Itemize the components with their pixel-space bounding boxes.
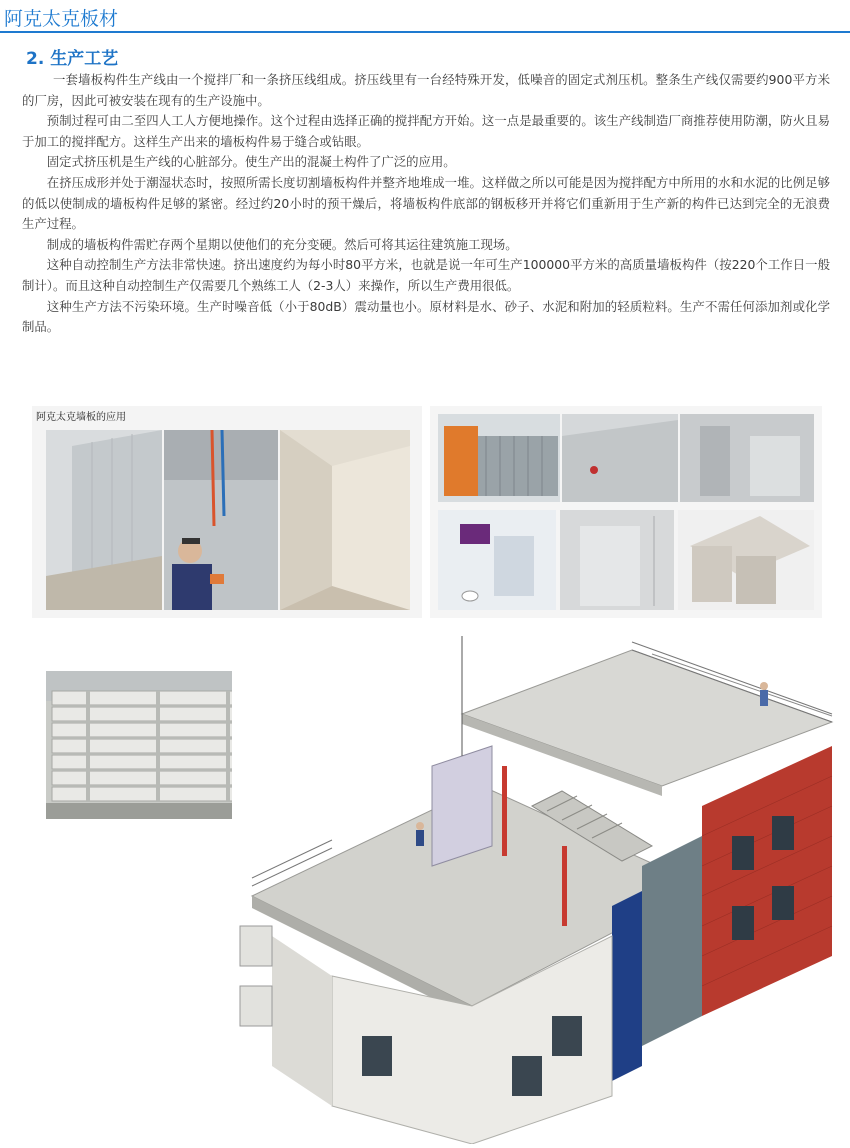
building-cutaway-illustration: [232, 636, 838, 1144]
paragraph: 预制过程可由二至四人工人方便地操作。这个过程由选择正确的搅拌配方开始。这一点是最重要的。该生产线制造厂商推荐使用防潮，防火且易于加工的搅拌配方。这样生产出来的墙板构件易于缝合或钻眼。: [22, 113, 830, 149]
paragraph: 一套墙板构件生产线由一个搅拌厂和一条挤压线组成。挤压线里有一台经特殊开发，低噪音的固定式剂压机。整条生产线仅需要约900平方米的厂房，因此可被安装在现有的生产设施中。: [22, 72, 830, 108]
applications-photo: [32, 406, 422, 618]
paragraph: 制成的墙板构件需贮存两个星期以使他们的充分变硬。然后可将其运往建筑施工现场。: [46, 236, 518, 252]
paragraph: 固定式挤压机是生产线的心脏部分。使生产出的混凝土构件了广泛的应用。: [46, 154, 456, 170]
body-text: [22, 70, 830, 338]
paragraph: 这种生产方法不污染环境。生产时噪音低（小于80dB）震动量也小。原材料是水、砂子、水泥和附加的轻质粒料。生产不需任何添加剂或化学制品。: [22, 298, 830, 335]
building-collage-photo: [430, 406, 822, 618]
section-title: 2. 生产工艺: [26, 49, 119, 69]
applications-caption: 阿克太克墙板的应用: [36, 412, 126, 423]
paragraph: 在挤压成形并处于潮湿状态时，按照所需长度切割墙板构件并整齐地堆成一堆。这样做之所以可能是因为搅拌配方中所用的水和水泥的比例足够的低以使制成的墙板构件足够的紧密。经过约20小时的预干燥后，将墙板构件底部的钢板移开并将它们重新用于生产新的构件已达到完全的无浪费生产过程。: [22, 174, 830, 232]
paragraph: 这种自动控制生产方法非常快速。挤出速度约为每小时80平方米，也就是说一年可生产100000平方米的高质量墙板构件（按220个工作日一般制计）。而且这种自动控制生产仅需要几个熟练工人（2-3人）来操作，所以生产费用很低。: [22, 257, 830, 293]
page-header: [0, 0, 850, 34]
header-rule: [0, 31, 850, 33]
header-title: 阿克太克板材: [4, 8, 119, 30]
